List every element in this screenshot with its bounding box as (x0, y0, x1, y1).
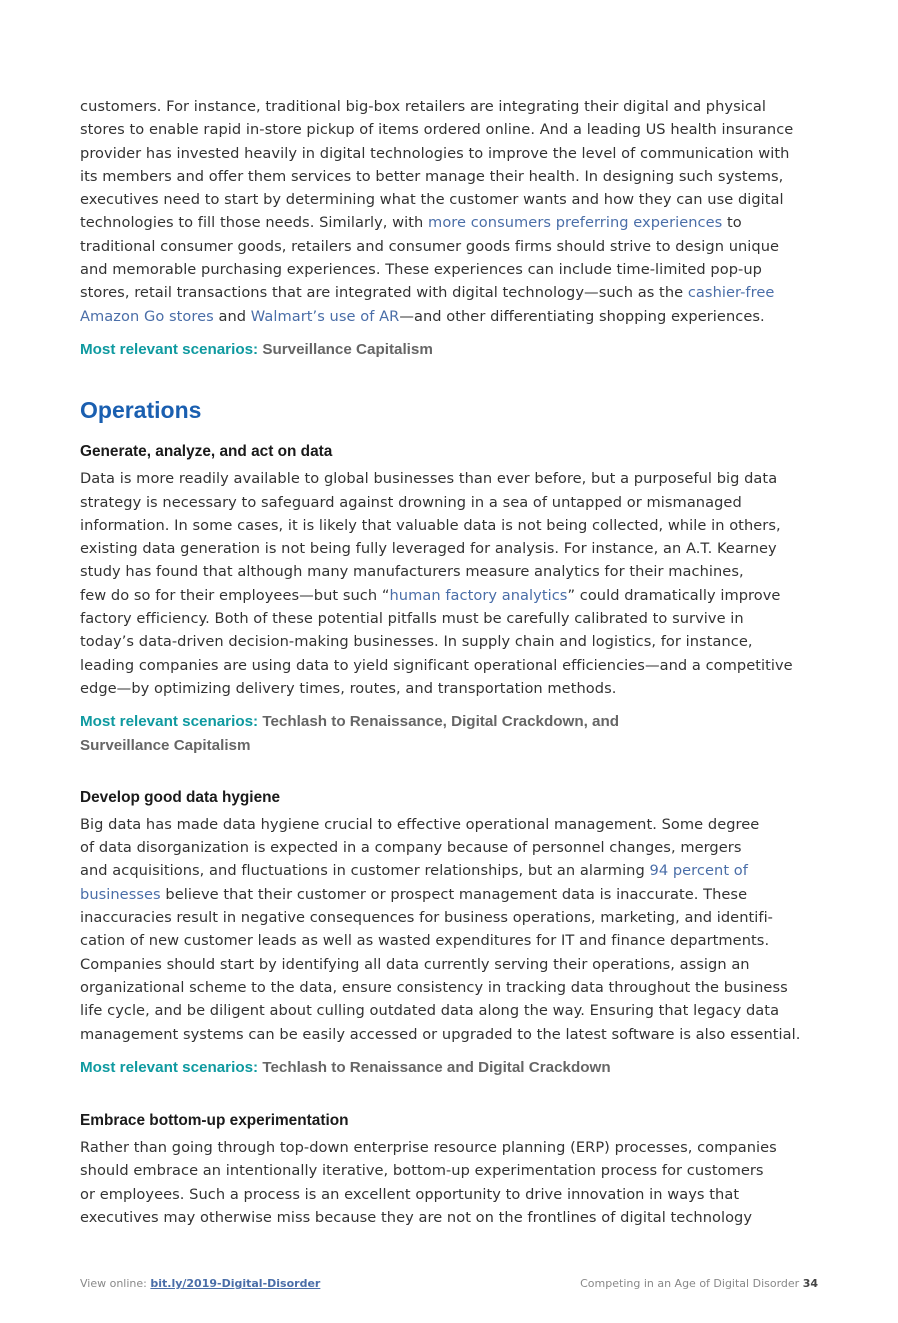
scenarios-value: Techlash to Renaissance and Digital Crackdown (258, 1058, 611, 1076)
text-segment: edge—by optimizing delivery times, routes, and transportation methods. (80, 679, 617, 697)
text-segment: and acquisitions, and fluctuations in customer relationships, but an alarming (80, 862, 650, 880)
footer-view-online (80, 1277, 320, 1290)
text-line (80, 95, 818, 118)
paragraph-bottom-up (80, 1136, 818, 1229)
scenarios-data-hygiene (80, 1056, 818, 1079)
page-number: 34 (802, 1277, 818, 1290)
scenarios-value-cont: Surveillance Capitalism (80, 736, 251, 754)
text-segment: strategy is necessary to safeguard against drowning in a sea of untapped or mismanaged (80, 493, 742, 511)
text-segment: leading companies are using data to yield significant operational efficiencies—and a competitive (80, 656, 793, 674)
text-line (80, 813, 818, 836)
text-segment: customers. For instance, traditional big-box retailers are integrating their digital and physical (80, 98, 767, 115)
text-line (80, 560, 818, 583)
text-line (80, 929, 818, 952)
scenarios-label: Most relevant scenarios: (80, 1058, 259, 1076)
text-line (80, 1206, 818, 1229)
text-line (80, 514, 818, 537)
text-segment: inaccuracies result in negative consequences for business operations, marketing, and identifi- (80, 909, 773, 927)
scenarios-generate-data (80, 710, 818, 757)
view-online-label: View online: (80, 1277, 151, 1290)
text-segment: Big data has made data hygiene crucial to effective operational management. Some degree (80, 815, 760, 833)
text-line (80, 1023, 818, 1046)
text-line (80, 584, 818, 607)
subheading-generate-data: Generate, analyze, and act on data (80, 443, 333, 461)
text-line (80, 1183, 818, 1206)
inline-link[interactable]: Walmart’s use of AR (250, 307, 400, 325)
text-line (80, 906, 818, 929)
text-line (80, 467, 818, 490)
text-segment: organizational scheme to the data, ensure consistency in tracking data throughout the business (80, 978, 788, 996)
text-segment: stores to enable rapid in-store pickup of items ordered online. And a leading US health insurance (80, 121, 794, 139)
text-segment: traditional consumer goods, retailers and consumer goods firms should strive to design unique (80, 237, 780, 255)
text-segment: few do so for their employees—but such “ (80, 586, 390, 604)
text-line (80, 607, 818, 630)
text-segment: of data disorganization is expected in a company because of personnel changes, mergers (80, 839, 742, 857)
text-segment: management systems can be easily accessed or upgraded to the latest software is also essential. (80, 1025, 801, 1043)
text-line (80, 630, 818, 653)
text-segment: cation of new customer leads as well as wasted expenditures for IT and finance departments. (80, 932, 770, 950)
inline-link[interactable]: Amazon Go stores (80, 307, 214, 325)
text-segment: existing data generation is not being fully leveraged for analysis. For instance, an A.T. Kearney (80, 540, 777, 558)
scenarios-value: Surveillance Capitalism (258, 340, 433, 358)
subheading-bottom-up: Embrace bottom-up experimentation (80, 1112, 349, 1130)
text-line (80, 1159, 818, 1182)
text-line (80, 142, 818, 165)
text-segment: to (722, 214, 742, 232)
text-segment: executives may otherwise miss because they are not on the frontlines of digital technology (80, 1208, 753, 1226)
text-segment: executives need to start by determining what the customer wants and how they can use digital (80, 191, 784, 209)
scenarios-label: Most relevant scenarios: (80, 713, 259, 731)
text-segment: Data is more readily available to global businesses than ever before, but a purposeful big data (80, 470, 778, 488)
text-segment: ” could dramatically improve (567, 586, 781, 604)
inline-link[interactable]: businesses (80, 885, 161, 903)
text-segment: and memorable purchasing experiences. These experiences can include time-limited pop-up (80, 261, 762, 279)
inline-link[interactable]: cashier-free (687, 284, 775, 302)
intro-paragraph (80, 95, 818, 328)
text-segment: factory efficiency. Both of these potential pitfalls must be carefully calibrated to survive in (80, 610, 744, 628)
text-line (80, 281, 818, 304)
text-segment: and (213, 307, 251, 325)
text-line (80, 235, 818, 258)
footer-doc-info (580, 1277, 818, 1290)
scenarios-label: Most relevant scenarios: (80, 340, 259, 358)
text-line (80, 999, 818, 1022)
subheading-data-hygiene: Develop good data hygiene (80, 788, 281, 806)
text-line (80, 677, 818, 700)
text-segment: today’s data-driven decision-making businesses. In supply chain and logistics, for instance, (80, 633, 753, 651)
text-segment: Companies should start by identifying all data currently serving their operations, assign an (80, 955, 750, 973)
text-segment: believe that their customer or prospect management data is inaccurate. These (160, 885, 748, 903)
text-line (80, 976, 818, 999)
text-line (80, 165, 818, 188)
text-line (80, 654, 818, 677)
text-line (80, 1136, 818, 1159)
intro-scenarios (80, 338, 818, 361)
paragraph-data-hygiene (80, 813, 818, 1046)
text-line (80, 537, 818, 560)
doc-title: Competing in an Age of Digital Disorder (580, 1277, 803, 1290)
text-segment: provider has invested heavily in digital technologies to improve the level of communication with (80, 144, 790, 162)
text-segment: information. In some cases, it is likely that valuable data is not being collected, while in others, (80, 516, 781, 534)
text-segment: should embrace an intentionally iterative, bottom-up experimentation process for customers (80, 1162, 764, 1180)
page-content (80, 95, 818, 1229)
text-line (80, 118, 818, 141)
text-line (80, 859, 818, 882)
inline-link[interactable]: human factory analytics (389, 586, 568, 604)
text-segment: Rather than going through top-down enterprise resource planning (ERP) processes, companies (80, 1139, 777, 1157)
text-segment: or employees. Such a process is an excellent opportunity to drive innovation in ways that (80, 1185, 740, 1203)
text-line (80, 258, 818, 281)
text-line (80, 491, 818, 514)
text-segment: study has found that although many manufacturers measure analytics for their machines, (80, 563, 744, 581)
section-title-operations: Operations (80, 397, 202, 424)
text-segment: stores, retail transactions that are integrated with digital technology—such as the (80, 284, 688, 302)
inline-link[interactable]: more consumers preferring experiences (428, 214, 723, 232)
text-segment: life cycle, and be diligent about culling outdated data along the way. Ensuring that legacy data (80, 1002, 780, 1020)
text-line (80, 953, 818, 976)
scenarios-value: Techlash to Renaissance, Digital Crackdown, and (258, 713, 620, 731)
text-segment: its members and offer them services to better manage their health. In designing such systems, (80, 167, 784, 185)
inline-link[interactable]: 94 percent of (649, 862, 748, 880)
text-segment: —and other differentiating shopping experiences. (399, 307, 765, 325)
text-line (80, 836, 818, 859)
view-online-link[interactable]: bit.ly/2019-Digital-Disorder (150, 1277, 321, 1290)
paragraph-generate-data (80, 467, 818, 700)
text-line (80, 305, 818, 328)
text-segment: technologies to fill those needs. Similarly, with (80, 214, 429, 232)
text-line (80, 883, 818, 906)
text-line (80, 188, 818, 211)
text-line (80, 211, 818, 234)
